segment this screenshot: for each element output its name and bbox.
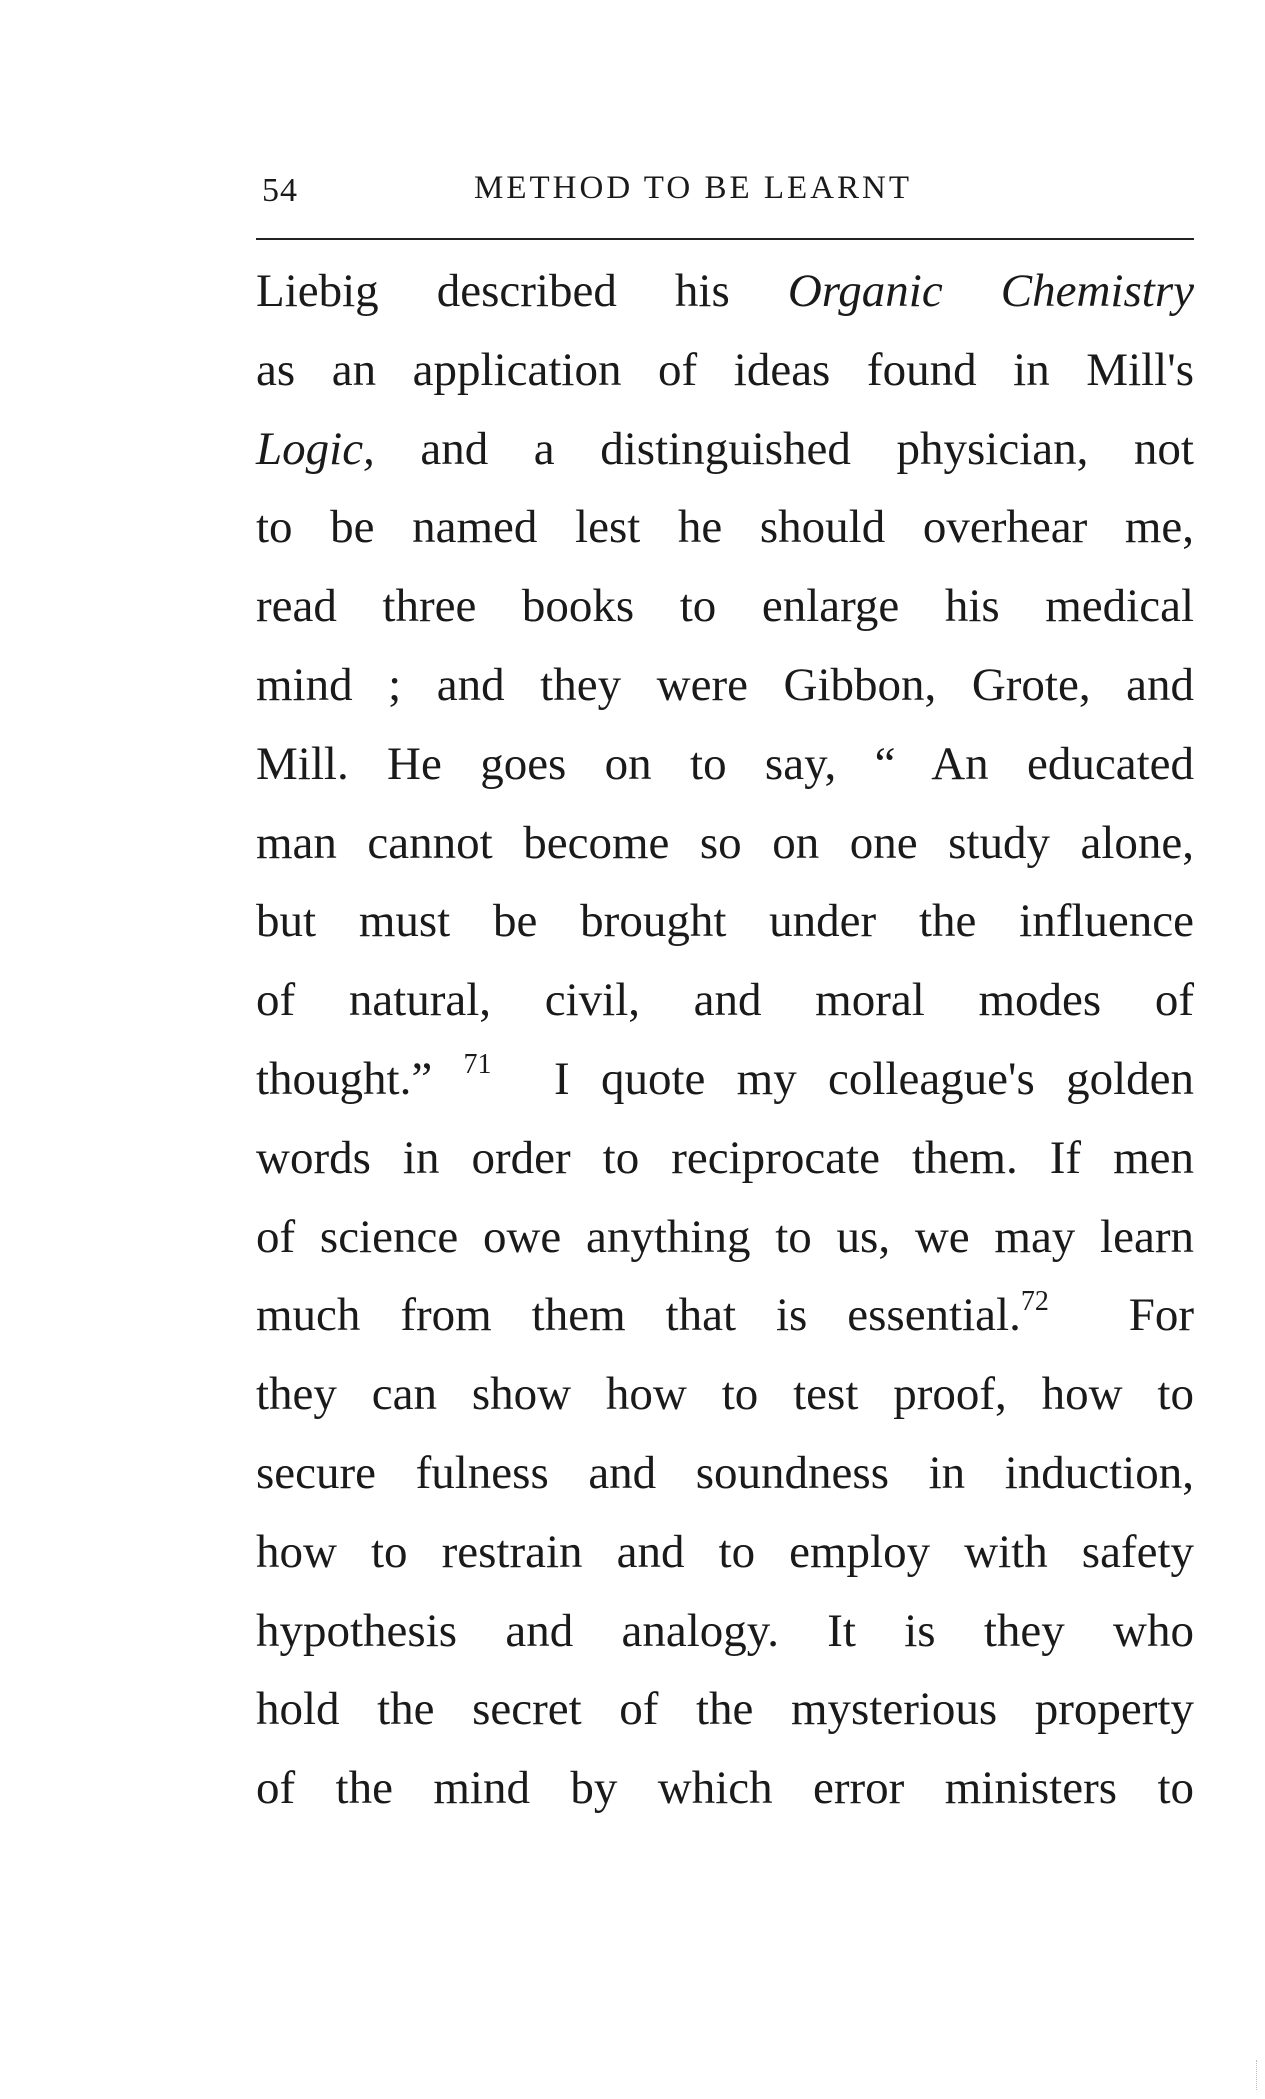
text-line [256, 252, 1194, 331]
text-span: Liebig described his [256, 265, 788, 317]
text-span: and a distinguished physician, not [374, 422, 1194, 475]
text-line [256, 1040, 1194, 1119]
text-line: they can show how to test proof, how to [256, 1368, 1194, 1421]
header-rule [256, 238, 1194, 240]
text-line: but must be brought under the influence [256, 895, 1194, 948]
text-line: of the mind by which error ministers to [256, 1762, 1194, 1815]
footnote-ref-71: 71 [463, 1049, 492, 1081]
text-line: secure fulness and soundness in induction, [256, 1446, 1194, 1499]
text-line: read three books to enlarge his medical [256, 580, 1194, 633]
text-line: of science owe anything to us, we may learn [256, 1210, 1194, 1263]
text-span: I quote my colleague's golden [491, 1052, 1194, 1105]
text-span: much from them that is essential. [256, 1289, 1021, 1342]
text-line [256, 410, 1194, 489]
footnote-ref-72: 72 [1020, 1285, 1049, 1317]
text-line: as an application of ideas found in Mill's [256, 343, 1194, 396]
text-line: how to restrain and to employ with safety [256, 1525, 1194, 1578]
text-line [256, 1276, 1194, 1355]
page-number: 54 [262, 172, 298, 209]
text-line: hypothesis and analogy. It is they who [256, 1604, 1194, 1657]
text-line: of natural, civil, and moral modes of [256, 974, 1194, 1027]
text-line: mind ; and they were Gibbon, Grote, and [256, 658, 1194, 711]
running-title: METHOD TO BE LEARNT [474, 170, 913, 206]
text-line: words in order to reciprocate them. If men [256, 1131, 1194, 1184]
body-text [256, 252, 1194, 1828]
text-line: to be named lest he should overhear me, [256, 501, 1194, 554]
text-line: Mill. He goes on to say, “ An educated [256, 737, 1194, 790]
text-line: man cannot become so on one study alone, [256, 816, 1194, 869]
text-line: hold the secret of the mysterious property [256, 1683, 1194, 1736]
text-span: For [1048, 1289, 1195, 1342]
book-title-italic: Organic Chemistry [787, 265, 1194, 317]
scan-edge-mark [1256, 2060, 1259, 2090]
book-title-italic: Logic, [256, 422, 375, 475]
running-head [256, 168, 1194, 218]
text-span: thought.” [256, 1052, 464, 1105]
